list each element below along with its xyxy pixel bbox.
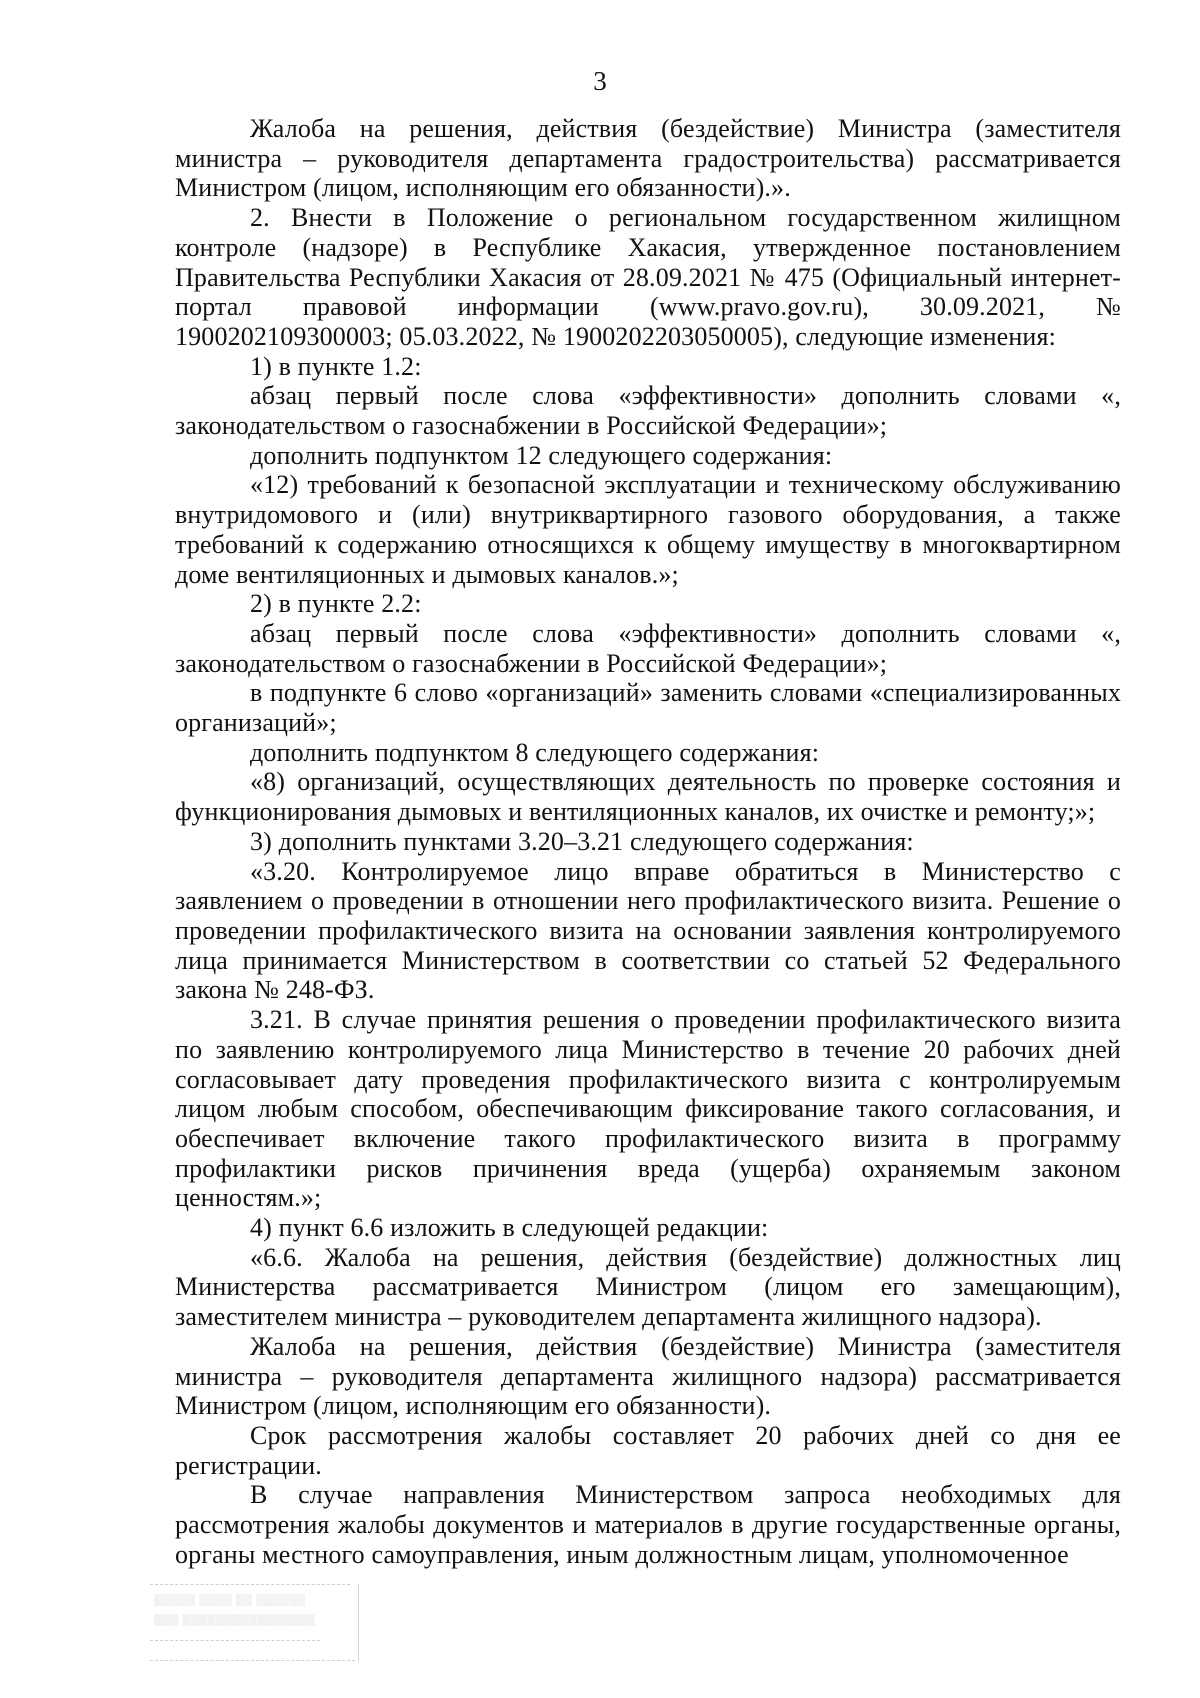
document-body	[175, 114, 1121, 1569]
stamp-faded-lettering: ▒▒▒▒▒ ▒▒▒▒ ▒▒ ▒▒▒▒▒▒	[154, 1594, 306, 1606]
paragraph: абзац первый после слова «эффективности» дополнить словами «, законодательством о газоснабжении в Российской Федерации»;	[175, 618, 1121, 678]
stamp-border-line	[358, 1584, 359, 1662]
paragraph: 3.21. В случае принятия решения о проведении профилактического визита по заявлению контролируемого лица Министерство в течение 20 рабочих дней согласовывает дату проведения профилактического визита с контролируемым лицом любым способом, обеспечивающим фиксирование такого согласования, и обеспечивает включение такого профилактического визита в программу профилактики рисков причинения вреда (ущерба) охраняемым законом ценностям.»;	[175, 1005, 1121, 1213]
paragraph: в подпункте 6 слово «организаций» заменить словами «специализированных организаций»;	[175, 678, 1121, 738]
paragraph: «3.20. Контролируемое лицо вправе обратиться в Министерство с заявлением о проведении в отношении него профилактического визита. Решение о проведении профилактического визита на основании заявления контролируемого лица принимается Министерством в соответствии со статьей 52 Федерального закона № 248-ФЗ.	[175, 856, 1121, 1005]
paragraph: 2) в пункте 2.2:	[250, 589, 422, 619]
paragraph: Жалоба на решения, действия (бездействие) Министра (заместителя министра – руководителя департамента градостроительства) рассматривается Министром (лицом, исполняющим его обязанности).».	[175, 114, 1121, 203]
paragraph: 2. Внести в Положение о региональном государственном жилищном контроле (надзоре) в Республике Хакасия, утвержденное постановлением Правительства Республики Хакасия от 28.09.2021 № 475 (Официальный интернет-портал правовой информации (www.pravo.gov.ru), 30.09.2021, № 1900202109300003; 05.03.2022, № 1900202203050005), следующие изменения:	[175, 203, 1121, 351]
paragraph: дополнить подпунктом 8 следующего содержания:	[250, 737, 820, 767]
page-number: 3	[593, 66, 607, 96]
paragraph: «12) требований к безопасной эксплуатации и техническому обслуживанию внутридомового и (или) внутриквартирного газового оборудования, а также требований к содержанию относящихся к общему имуществу в многоквартирном доме вентиляционных и дымовых каналов.»;	[175, 470, 1121, 589]
paragraph: Жалоба на решения, действия (бездействие) Министра (заместителя министра – руководителя департамента жилищного надзора) рассматривается Министром (лицом, исполняющим его обязанности).	[175, 1331, 1121, 1421]
paragraph: Срок рассмотрения жалобы составляет 20 рабочих дней со дня ее регистрации.	[175, 1420, 1121, 1480]
stamp-border-line	[150, 1660, 355, 1661]
paragraph: абзац первый после слова «эффективности» дополнить словами «, законодательством о газоснабжении в Российской Федерации»;	[175, 381, 1121, 441]
registration-stamp	[150, 1580, 365, 1670]
paragraph: дополнить подпунктом 12 следующего содержания:	[250, 440, 833, 470]
paragraph: В случае направления Министерством запроса необходимых для рассмотрения жалобы документов и материалов в другие государственные органы, органы местного самоуправления, иным должностным лицам, уполномоченное	[175, 1480, 1121, 1569]
paragraph: «6.6. Жалоба на решения, действия (бездействие) должностных лиц Министерства рассматривается Министром (лицом его замещающим), заместителем министра – руководителем департамента жилищного надзора).	[175, 1242, 1121, 1332]
paragraph: 3) дополнить пунктами 3.20–3.21 следующего содержания:	[250, 826, 914, 856]
paragraph: 1) в пункте 1.2:	[250, 351, 422, 381]
stamp-border-line	[150, 1584, 350, 1585]
stamp-faded-lettering: ▒▒▒ ▒▒▒▒▒▒▒▒▒▒▒▒▒▒▒▒	[154, 1614, 316, 1626]
paragraph: 4) пункт 6.6 изложить в следующей редакции:	[250, 1213, 769, 1243]
stamp-border-line	[150, 1640, 320, 1641]
paragraph: «8) организаций, осуществляющих деятельность по проверке состояния и функционирования дымовых и вентиляционных каналов, их очистке и ремонту;»;	[175, 767, 1121, 827]
